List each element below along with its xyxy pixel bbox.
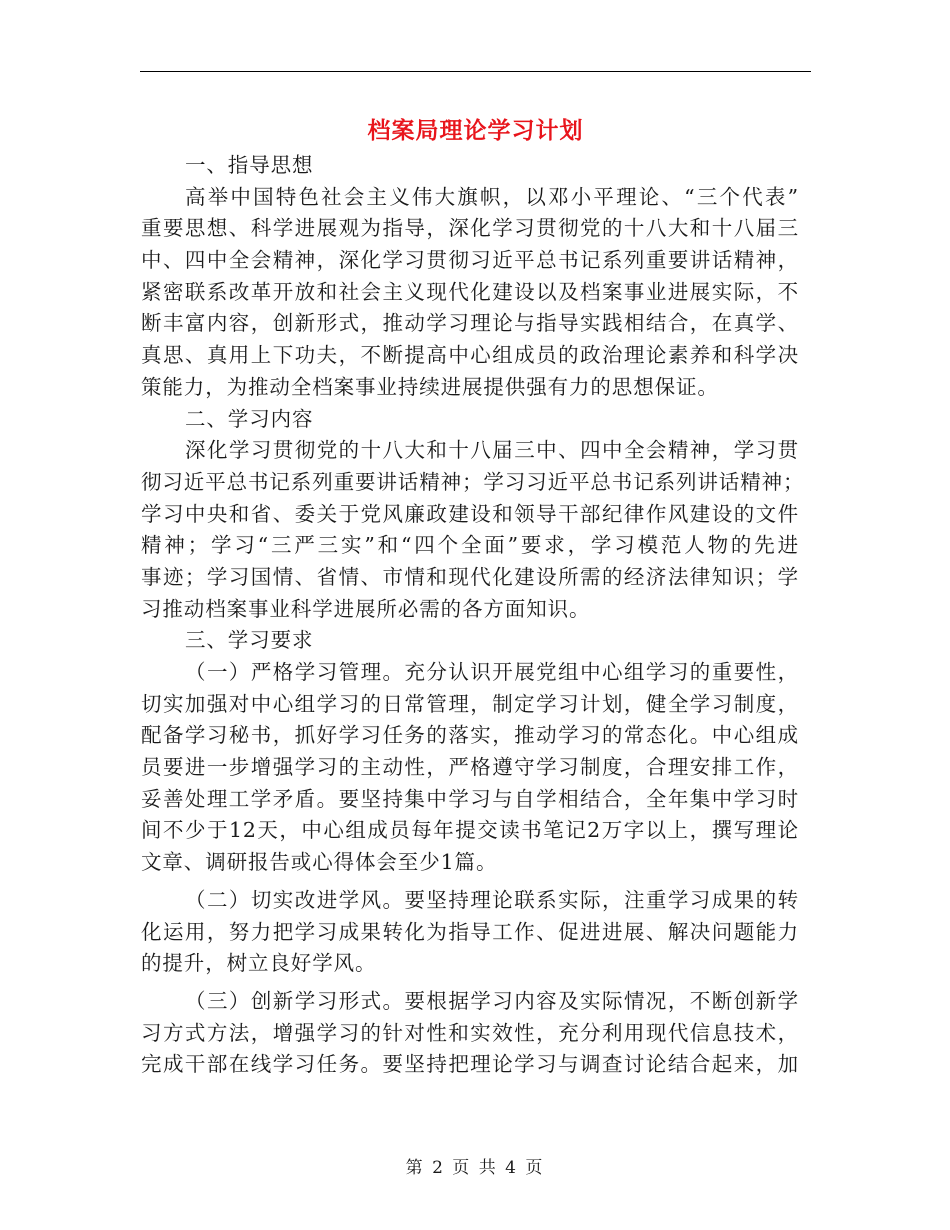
document-body <box>141 150 805 1081</box>
text-line: 学习中央和省、委关于党风廉政建设和领导干部纪律作风建设的文件 <box>141 501 799 526</box>
document-title: 档案局理论学习计划 <box>367 117 584 144</box>
text-line: （三）创新学习形式。要根据学习内容及实际情况，不断创新学 <box>185 988 799 1013</box>
text-line: 化运用，努力把学习成果转化为指导工作、促进进展、解决问题能力 <box>141 919 799 944</box>
paragraph <box>141 657 799 879</box>
text-line: （二）切实改进学风。要坚持理论联系实际，注重学习成果的转 <box>185 887 799 912</box>
paragraph <box>141 885 799 980</box>
section-heading: 二、学习内容 <box>185 406 314 431</box>
paragraph <box>141 986 799 1081</box>
paragraph <box>141 182 799 404</box>
text-line: 文章、调研报告或心得体会至少1篇。 <box>141 850 498 875</box>
text-line: 高举中国特色社会主义伟大旗帜，以邓小平理论、“三个代表” <box>185 184 799 209</box>
paragraph <box>141 435 805 625</box>
text-line: 断丰富内容，创新形式，推动学习理论与指导实践相结合，在真学、 <box>141 311 799 336</box>
section-heading: 三、学习要求 <box>185 628 314 653</box>
text-line: 的提升，树立良好学风。 <box>141 951 377 976</box>
text-line: 真思、真用上下功夫，不断提高中心组成员的政治理论素养和科学决 <box>141 343 799 368</box>
text-line: 间不少于12天，中心组成员每年提交读书笔记2万字以上，撰写理论 <box>141 818 799 843</box>
text-line: 员要进一步增强学习的主动性，严格遵守学习制度，合理安排工作， <box>141 755 799 780</box>
text-line: 重要思想、科学进展观为指导，深化学习贯彻党的十八大和十八届三 <box>141 216 799 241</box>
header-rule <box>140 71 811 72</box>
text-line: 中、四中全会精神，深化学习贯彻习近平总书记系列重要讲话精神， <box>141 248 799 273</box>
text-line: （一）严格学习管理。充分认识开展党组中心组学习的重要性， <box>185 660 799 684</box>
text-line: 彻习近平总书记系列重要讲话精神；学习习近平总书记系列讲话精神； <box>141 469 805 494</box>
text-line: 精神；学习“三严三实”和“四个全面”要求，学习模范人物的先进 <box>141 533 799 558</box>
text-line: 习方式方法，增强学习的针对性和实效性，充分利用现代信息技术， <box>141 1020 799 1045</box>
text-line: 策能力，为推动全档案事业持续进展提供强有力的思想保证。 <box>141 374 719 399</box>
text-line: 妥善处理工学矛盾。要坚持集中学习与自学相结合，全年集中学习时 <box>141 786 799 811</box>
text-line: 完成干部在线学习任务。要坚持把理论学习与调查讨论结合起来，加 <box>141 1052 799 1077</box>
text-line: 紧密联系改革开放和社会主义现代化建设以及档案事业进展实际，不 <box>141 279 799 304</box>
page-footer: 第 2 页 共 4 页 <box>405 1158 545 1178</box>
text-line: 习推动档案事业科学进展所必需的各方面知识。 <box>141 596 591 621</box>
section-heading: 一、指导思想 <box>185 153 314 177</box>
text-line: 事迹；学习国情、省情、市情和现代化建设所需的经济法律知识；学 <box>141 564 799 589</box>
text-line: 切实加强对中心组学习的日常管理，制定学习计划，健全学习制度， <box>141 691 799 716</box>
text-line: 深化学习贯彻党的十八大和十八届三中、四中全会精神，学习贯 <box>185 438 799 463</box>
text-line: 配备学习秘书，抓好学习任务的落实，推动学习的常态化。中心组成 <box>141 723 799 748</box>
